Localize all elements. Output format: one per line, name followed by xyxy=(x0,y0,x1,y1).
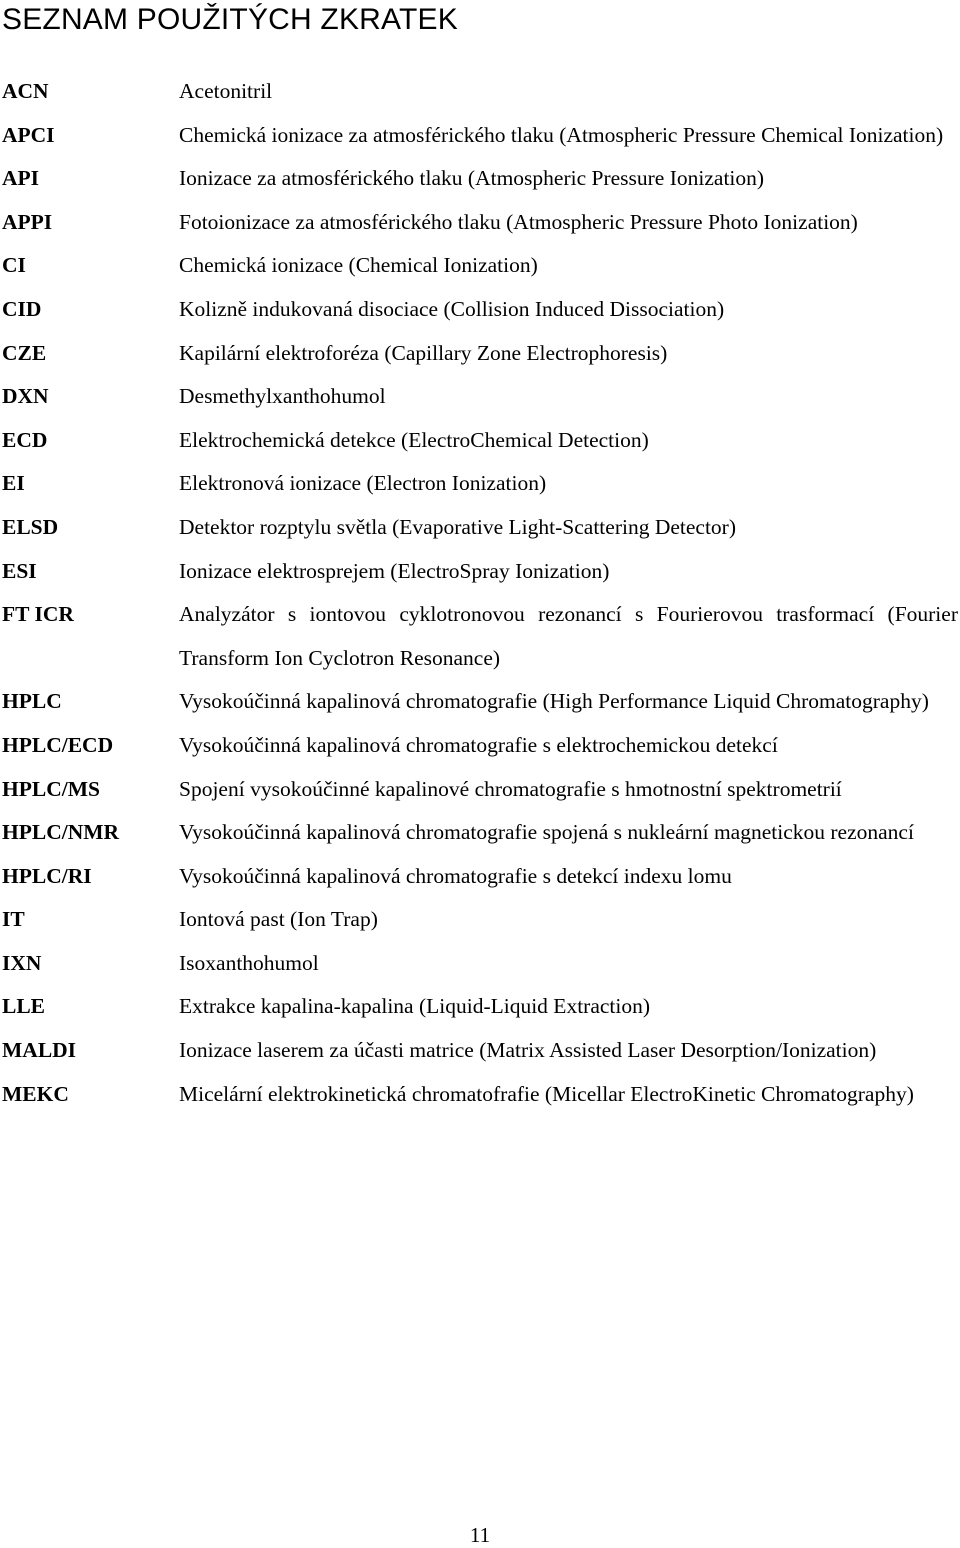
abbreviation-definition: Extrakce kapalina-kapalina (Liquid-Liquid Extraction) xyxy=(179,994,651,1019)
abbreviation-term: HPLC/MS xyxy=(2,776,100,801)
abbreviation-definition: Fotoionizace za atmosférického tlaku (Atmospheric Pressure Photo Ionization) xyxy=(179,209,858,234)
abbreviation-term: CZE xyxy=(2,340,47,365)
abbreviation-entry xyxy=(0,811,960,855)
abbreviation-definition: Spojení vysokoúčinné kapalinové chromatografie s hmotnostní spektrometrií xyxy=(179,776,842,801)
page-heading: SEZNAM POUŽITÝCH ZKRATEK xyxy=(2,3,458,36)
abbreviation-term: HPLC/RI xyxy=(2,863,92,888)
abbreviation-entry xyxy=(0,855,960,899)
page-number: 11 xyxy=(469,1523,491,1547)
abbreviation-definition: Detektor rozptylu světla (Evaporative Light-Scattering Detector) xyxy=(179,514,736,539)
abbreviation-entry xyxy=(0,942,960,986)
abbreviation-term: IT xyxy=(2,907,25,932)
abbreviation-term: MEKC xyxy=(2,1081,69,1106)
abbreviation-definition: Micelární elektrokinetická chromatofrafie (Micellar ElectroKinetic Chromatography) xyxy=(179,1081,914,1106)
abbreviation-term: FT ICR xyxy=(2,602,74,627)
abbreviation-definition: Iontová past (Ion Trap) xyxy=(179,907,378,932)
abbreviation-entry xyxy=(0,1073,960,1117)
abbreviation-term: CID xyxy=(2,296,42,321)
abbreviation-term: IXN xyxy=(2,950,42,975)
abbreviation-definition: Chemická ionizace (Chemical Ionization) xyxy=(179,253,538,278)
abbreviation-definition: Desmethylxanthohumol xyxy=(179,384,386,409)
abbreviation-definition: Ionizace laserem za účasti matrice (Matrix Assisted Laser Desorption/Ionization) xyxy=(179,1038,877,1063)
abbreviation-definition: Elektrochemická detekce (ElectroChemical Detection) xyxy=(179,427,649,452)
abbreviation-term: HPLC xyxy=(2,689,62,714)
abbreviation-entry xyxy=(0,462,960,506)
abbreviation-term: ESI xyxy=(2,558,37,583)
abbreviation-entry xyxy=(0,898,960,942)
abbreviation-definition: Elektronová ionizace (Electron Ionization) xyxy=(179,471,547,496)
abbreviation-entry xyxy=(0,724,960,768)
abbreviation-definition: Isoxanthohumol xyxy=(179,950,319,975)
abbreviation-entry xyxy=(0,244,960,288)
abbreviation-term: HPLC/ECD xyxy=(2,732,114,757)
abbreviation-term: DXN xyxy=(2,384,49,409)
abbreviation-entry xyxy=(0,332,960,376)
abbreviation-term: LLE xyxy=(2,994,46,1019)
abbreviation-definition: Analyzátor s iontovou cyklotronovou rezonancí s Fourierovou trasformací (Fourier Transform Ion Cyclotron Resonance) xyxy=(179,602,958,670)
abbreviation-entry xyxy=(0,593,960,680)
abbreviation-term: ACN xyxy=(2,79,49,103)
abbreviation-entry xyxy=(0,680,960,724)
abbreviation-term: HPLC/NMR xyxy=(2,820,120,845)
abbreviation-entry xyxy=(0,419,960,463)
abbreviation-definition: Ionizace elektrosprejem (ElectroSpray Ionization) xyxy=(179,558,610,583)
abbreviation-term: CI xyxy=(2,253,26,278)
abbreviation-entry xyxy=(0,506,960,550)
abbreviation-term: API xyxy=(2,166,40,191)
abbreviation-entry xyxy=(0,288,960,332)
abbreviation-definition: Vysokoúčinná kapalinová chromatografie s detekcí indexu lomu xyxy=(179,863,732,888)
abbreviation-entry xyxy=(0,985,960,1029)
abbreviation-entry xyxy=(0,1029,960,1073)
abbreviation-definition: Vysokoúčinná kapalinová chromatografie spojená s nukleární magnetickou rezonancí xyxy=(179,820,914,845)
abbreviation-entry xyxy=(0,70,960,114)
abbreviation-definition: Vysokoúčinná kapalinová chromatografie (High Performance Liquid Chromatography) xyxy=(179,689,929,714)
abbreviation-definition: Vysokoúčinná kapalinová chromatografie s elektrochemickou detekcí xyxy=(179,732,778,757)
abbreviation-list xyxy=(0,70,960,1116)
abbreviation-entry xyxy=(0,201,960,245)
abbreviation-entry xyxy=(0,157,960,201)
abbreviation-definition: Kolizně indukovaná disociace (Collision Induced Dissociation) xyxy=(179,296,725,321)
abbreviation-definition: Chemická ionizace za atmosférického tlaku (Atmospheric Pressure Chemical Ionization) xyxy=(179,122,944,147)
abbreviation-term: MALDI xyxy=(2,1038,77,1063)
abbreviation-term: ECD xyxy=(2,427,48,452)
abbreviation-definition: Kapilární elektroforéza (Capillary Zone Electrophoresis) xyxy=(179,340,668,365)
abbreviation-term: APPI xyxy=(2,209,53,234)
abbreviation-definition: Acetonitril xyxy=(179,79,273,103)
abbreviation-definition: Ionizace za atmosférického tlaku (Atmospheric Pressure Ionization) xyxy=(179,166,765,191)
abbreviation-entry xyxy=(0,768,960,812)
abbreviation-entry xyxy=(0,114,960,158)
abbreviation-term: APCI xyxy=(2,122,55,147)
abbreviation-term: EI xyxy=(2,471,25,496)
abbreviation-term: ELSD xyxy=(2,514,59,539)
abbreviation-entry xyxy=(0,375,960,419)
abbreviation-entry xyxy=(0,550,960,594)
